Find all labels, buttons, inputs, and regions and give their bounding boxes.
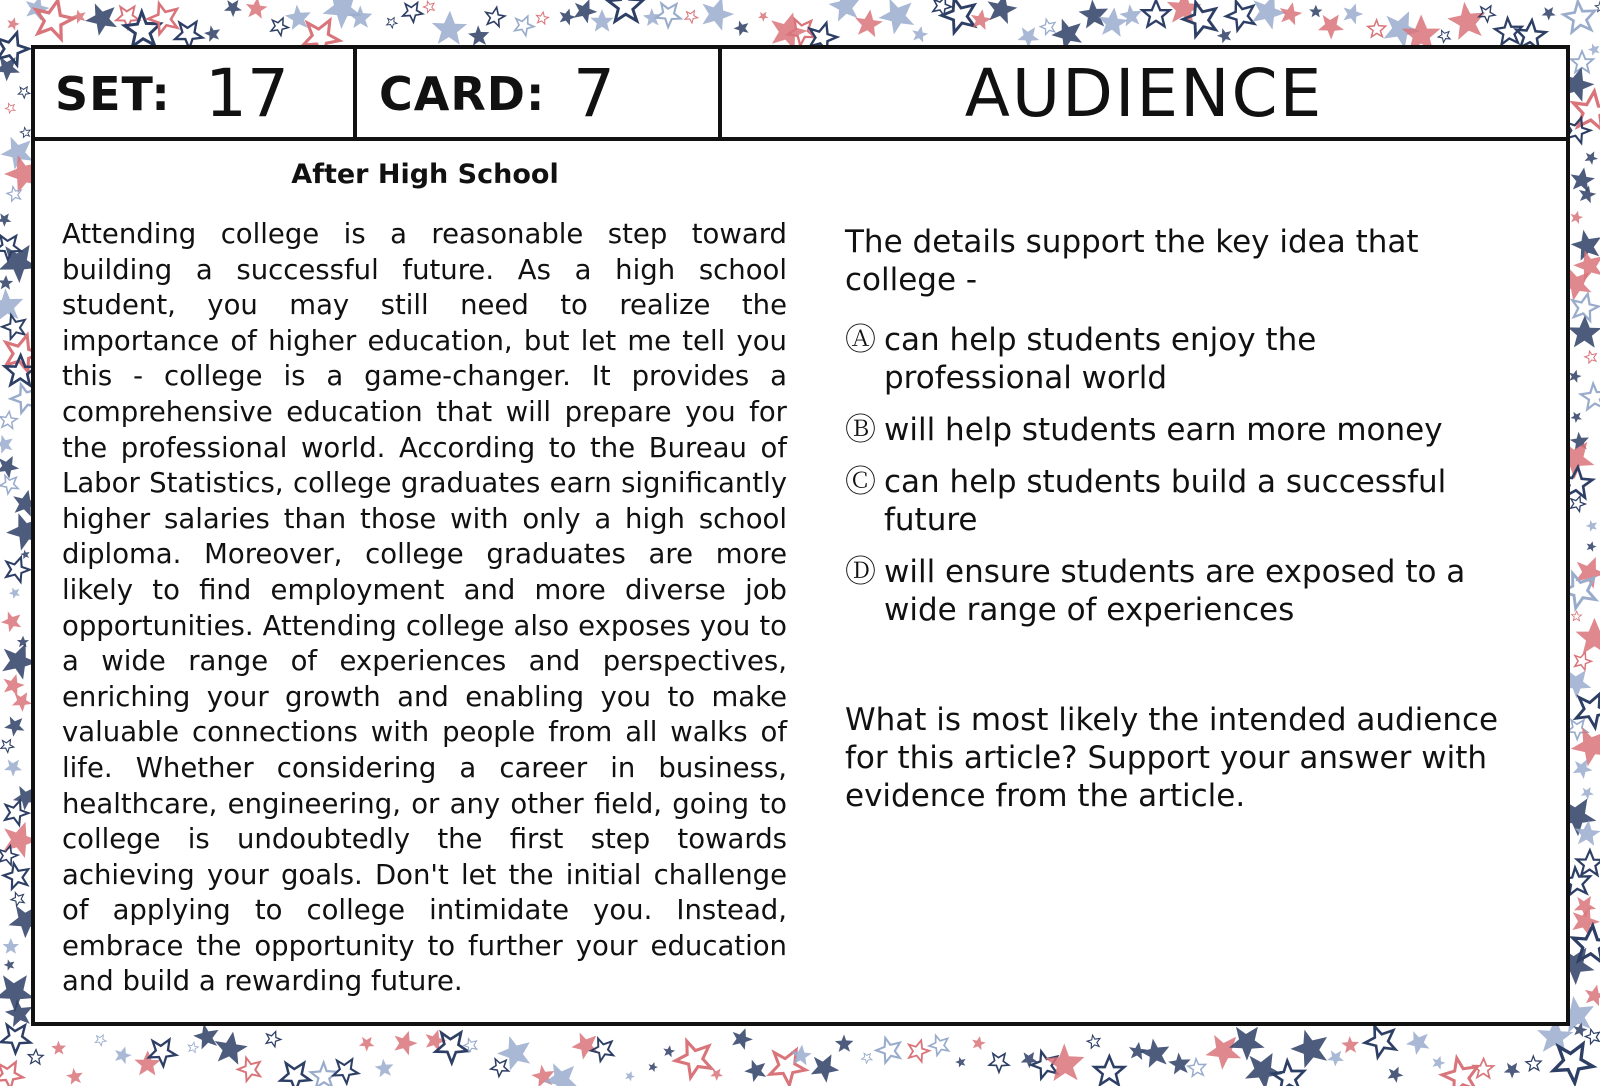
set-cell	[35, 49, 357, 137]
choice-d-letter: Ⓓ	[845, 554, 876, 590]
choice-b-text: will help students earn more money	[884, 412, 1443, 448]
topic-cell	[722, 49, 1566, 137]
choice-a-text: can help students enjoy the professional world	[884, 322, 1317, 396]
article-title: After High School	[291, 159, 559, 190]
choice-c[interactable]	[845, 463, 1505, 539]
question-2-prompt: What is most likely the intended audience for this article? Support your answer with evidence from the article.	[845, 702, 1499, 814]
choice-d-text: will ensure students are exposed to a wide range of experiences	[884, 554, 1466, 628]
choice-b[interactable]	[845, 411, 1505, 449]
choice-a-letter: Ⓐ	[845, 322, 876, 358]
question-1-prompt: The details support the key idea that college -	[845, 224, 1419, 298]
card-label: CARD:	[379, 67, 546, 121]
article-passage: Attending college is a reasonable step toward building a successful future. As a high school student, you may still need to realize the importance of higher education, but let me tell you this - college is a game-changer. It provides a comprehensive education that will prepare you for the professional world. According to the Bureau of Labor Statistics, college graduates earn significantly higher salaries than those with only a high school diploma. Moreover, college graduates are more likely to find employment and more diverse job opportunities. Attending college also exposes you to a wide range of experiences and perspectives, enriching your growth and enabling you to make valuable connections with people from all walks of life. Whether considering a career in business, healthcare, engineering, or any other field, going to college is undoubtedly the first step towards achieving your goals. Don't let the initial challenge of applying to college intimidate you. Instead, embrace the opportunity to further your education and build a rewarding future.	[62, 218, 787, 998]
choice-d[interactable]	[845, 553, 1505, 629]
set-label: SET:	[55, 67, 171, 121]
choice-c-letter: Ⓒ	[845, 464, 876, 500]
choice-a[interactable]	[845, 321, 1505, 397]
choice-c-text: can help students build a successful future	[884, 464, 1447, 538]
task-card	[31, 45, 1570, 1026]
card-cell	[357, 49, 722, 137]
question-panel	[845, 223, 1505, 815]
topic-title: AUDIENCE	[964, 55, 1324, 132]
card-header	[35, 49, 1566, 141]
card-number: 7	[573, 55, 615, 132]
set-number: 17	[205, 55, 289, 132]
choice-b-letter: Ⓑ	[845, 412, 876, 448]
